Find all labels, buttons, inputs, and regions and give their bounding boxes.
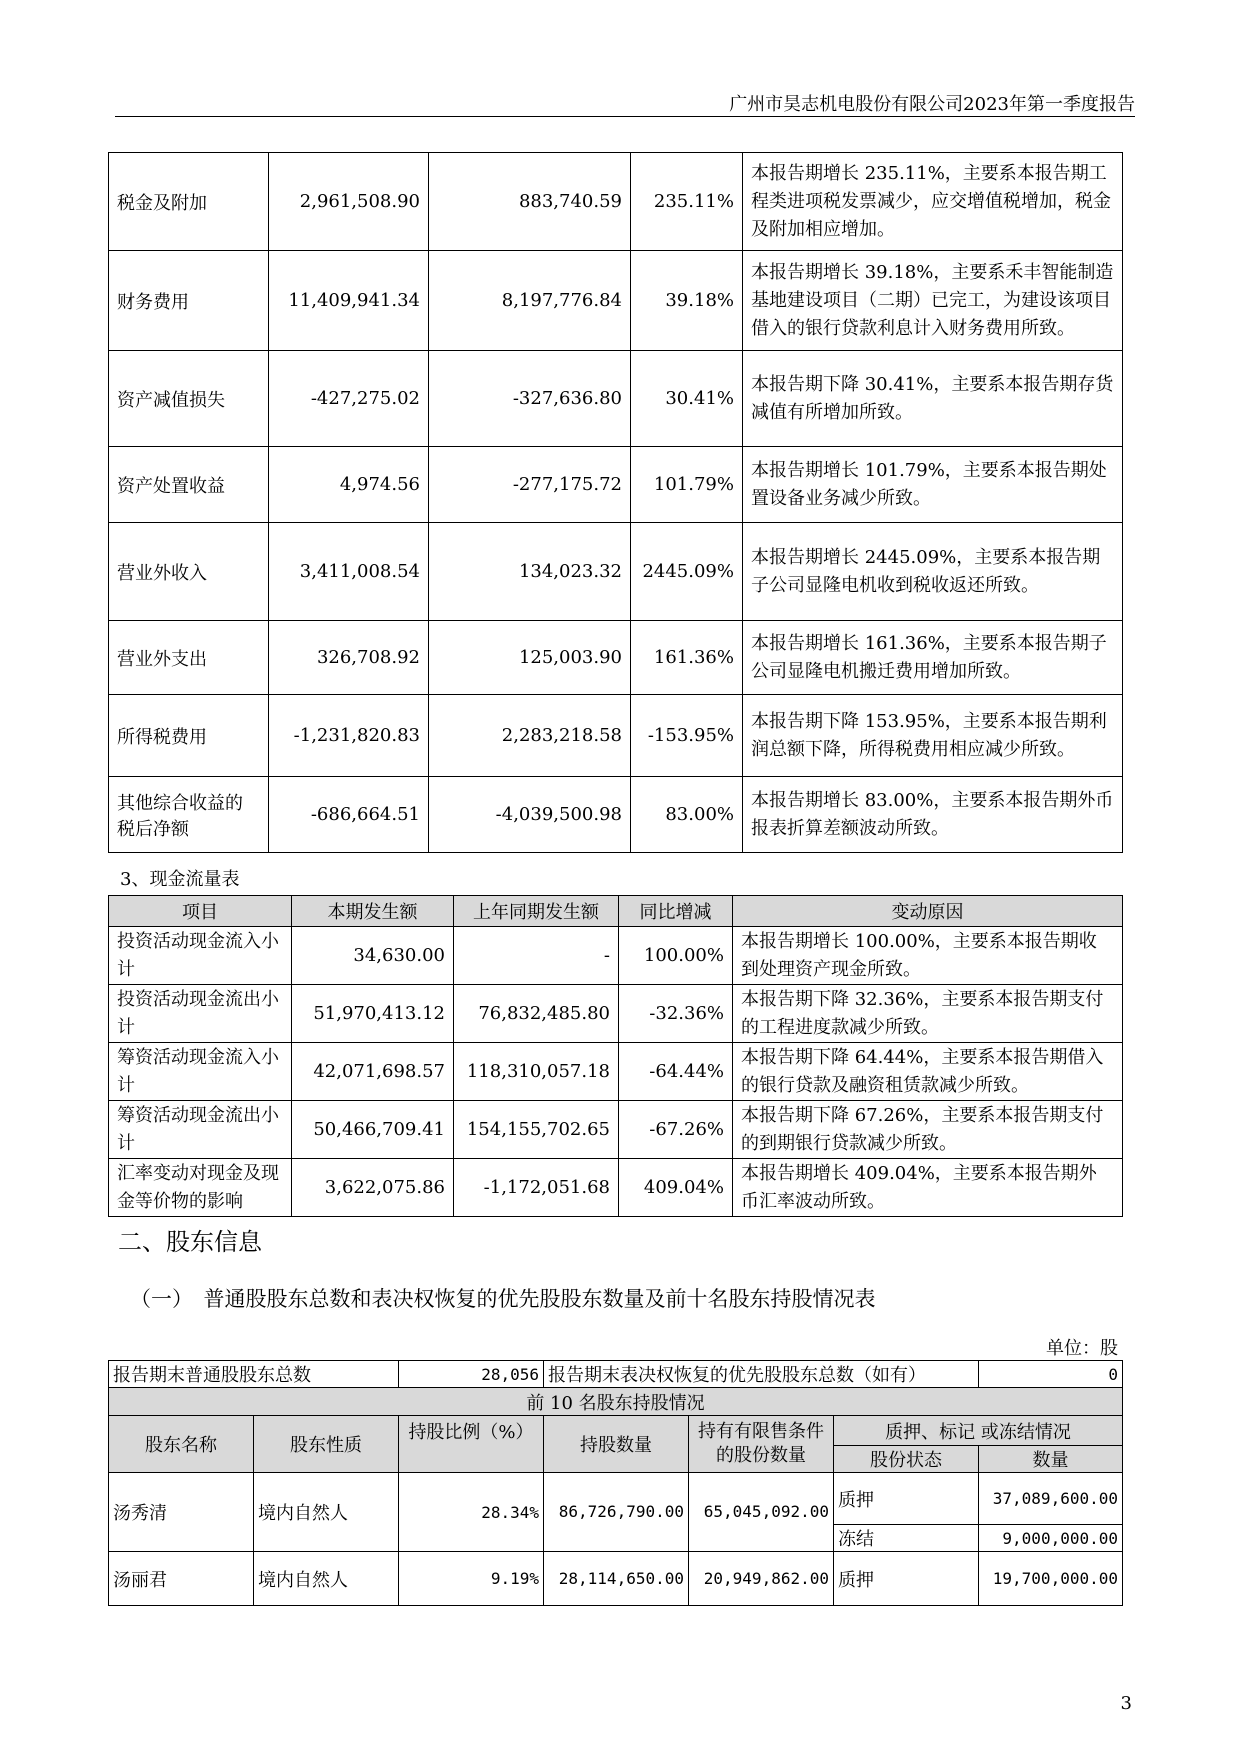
top10-title-row [109, 1388, 1123, 1416]
cashflow-change-percent: 100.00% [619, 927, 733, 985]
col-header-restricted: 持有有限售条件的股份数量 [689, 1416, 834, 1473]
cashflow-item-name: 筹资活动现金流入小计 [109, 1043, 292, 1101]
prior-amount: -277,175.72 [429, 447, 631, 523]
pref-holders-label: 报告期末表决权恢复的优先股股东总数（如有） [544, 1361, 979, 1388]
cashflow-prior-amount: 118,310,057.18 [454, 1043, 619, 1101]
cashflow-prior-amount: -1,172,051.68 [454, 1159, 619, 1217]
line-item-name: 营业外支出 [109, 621, 269, 695]
change-reason: 本报告期下降 30.41%，主要系本报告期存货减值有所增加所致。 [743, 351, 1123, 447]
line-item-name: 营业外收入 [109, 523, 269, 621]
col-header-nature: 股东性质 [254, 1416, 399, 1473]
line-item-name: 财务费用 [109, 251, 269, 351]
line-item-name: 资产减值损失 [109, 351, 269, 447]
holder-qty: 86,726,790.00 [544, 1473, 689, 1552]
cashflow-change-reason: 本报告期增长 409.04%，主要系本报告期外币汇率波动所致。 [733, 1159, 1123, 1217]
holder-row [109, 1552, 1123, 1606]
change-percent: 235.11% [631, 153, 743, 251]
col-header-current: 本期发生额 [292, 896, 454, 927]
holder-restricted: 65,045,092.00 [689, 1473, 834, 1552]
income-change-row [109, 447, 1123, 523]
change-reason: 本报告期增长 39.18%，主要系禾丰智能制造基地建设项目（二期）已完工，为建设该项目借入的银行贷款利息计入财务费用所致。 [743, 251, 1123, 351]
income-change-row [109, 251, 1123, 351]
change-reason: 本报告期下降 153.95%，主要系本报告期利润总额下降，所得税费用相应减少所致。 [743, 695, 1123, 777]
cashflow-change-percent: -64.44% [619, 1043, 733, 1101]
cashflow-item-name: 投资活动现金流出小计 [109, 985, 292, 1043]
cashflow-change-reason: 本报告期下降 32.36%，主要系本报告期支付的工程进度款减少所致。 [733, 985, 1123, 1043]
holder-ratio: 9.19% [399, 1552, 544, 1606]
line-item-name: 资产处置收益 [109, 447, 269, 523]
holder-status: 质押 [834, 1552, 979, 1606]
header-divider [115, 116, 1135, 117]
holder-pledge-amount: 19,700,000.00 [979, 1552, 1123, 1606]
holder-pledge-amount: 37,089,600.00 [979, 1473, 1123, 1525]
change-percent: 2445.09% [631, 523, 743, 621]
cashflow-change-reason: 本报告期增长 100.00%，主要系本报告期收到处理资产现金所致。 [733, 927, 1123, 985]
cashflow-item-name: 汇率变动对现金及现金等价物的影响 [109, 1159, 292, 1217]
change-percent: 101.79% [631, 447, 743, 523]
cashflow-row [109, 985, 1123, 1043]
cashflow-change-percent: 409.04% [619, 1159, 733, 1217]
current-amount: -686,664.51 [269, 777, 429, 853]
cashflow-prior-amount: 154,155,702.65 [454, 1101, 619, 1159]
prior-amount: 8,197,776.84 [429, 251, 631, 351]
change-reason: 本报告期增长 235.11%，主要系本报告期工程类进项税发票减少，应交增值税增加，税金及附加相应增加。 [743, 153, 1123, 251]
cashflow-current-amount: 34,630.00 [292, 927, 454, 985]
col-header-qty: 持股数量 [544, 1416, 689, 1473]
col-header-name: 股东名称 [109, 1416, 254, 1473]
prior-amount: -327,636.80 [429, 351, 631, 447]
change-reason: 本报告期增长 101.79%，主要系本报告期处置设备业务减少所致。 [743, 447, 1123, 523]
cashflow-item-name: 投资活动现金流入小计 [109, 927, 292, 985]
current-amount: 2,961,508.90 [269, 153, 429, 251]
prior-amount: 125,003.90 [429, 621, 631, 695]
change-reason: 本报告期增长 161.36%，主要系本报告期子公司显隆电机搬迁费用增加所致。 [743, 621, 1123, 695]
change-percent: 83.00% [631, 777, 743, 853]
change-percent: 39.18% [631, 251, 743, 351]
cashflow-current-amount: 42,071,698.57 [292, 1043, 454, 1101]
col-header-prior: 上年同期发生额 [454, 896, 619, 927]
line-item-name: 税金及附加 [109, 153, 269, 251]
prior-amount: 134,023.32 [429, 523, 631, 621]
prior-amount: 883,740.59 [429, 153, 631, 251]
current-amount: 3,411,008.54 [269, 523, 429, 621]
report-header-title: 广州市昊志机电股份有限公司2023年第一季度报告 [729, 94, 1135, 115]
holder-name: 汤秀清 [109, 1473, 254, 1552]
holder-status: 质押 [834, 1473, 979, 1525]
cashflow-current-amount: 51,970,413.12 [292, 985, 454, 1043]
cashflow-header-row [109, 896, 1123, 927]
change-percent: 161.36% [631, 621, 743, 695]
page-number: 3 [1120, 1693, 1132, 1714]
current-amount: -427,275.02 [269, 351, 429, 447]
shareholder-sub-heading: （一） 普通股股东总数和表决权恢复的优先股股东数量及前十名股东持股情况表 [130, 1287, 876, 1311]
col-header-amount: 数量 [979, 1446, 1123, 1473]
income-change-row [109, 695, 1123, 777]
col-header-item: 项目 [109, 896, 292, 927]
cashflow-row [109, 927, 1123, 985]
current-amount: 326,708.92 [269, 621, 429, 695]
line-item-name: 其他综合收益的税后净额 [109, 777, 269, 853]
cashflow-change-percent: -67.26% [619, 1101, 733, 1159]
cashflow-item-name: 筹资活动现金流出小计 [109, 1101, 292, 1159]
current-amount: 11,409,941.34 [269, 251, 429, 351]
change-reason: 本报告期增长 2445.09%，主要系本报告期子公司显隆电机收到税收返还所致。 [743, 523, 1123, 621]
income-change-row [109, 351, 1123, 447]
income-change-row [109, 523, 1123, 621]
prior-amount: 2,283,218.58 [429, 695, 631, 777]
cashflow-change-reason: 本报告期下降 64.44%，主要系本报告期借入的银行贷款及融资租赁款减少所致。 [733, 1043, 1123, 1101]
line-item-name: 所得税费用 [109, 695, 269, 777]
shareholder-section-heading: 二、股东信息 [118, 1228, 262, 1256]
cashflow-prior-amount: 76,832,485.80 [454, 985, 619, 1043]
income-change-row [109, 621, 1123, 695]
holder-nature: 境内自然人 [254, 1552, 399, 1606]
cashflow-change-reason: 本报告期下降 67.26%，主要系本报告期支付的到期银行贷款减少所致。 [733, 1101, 1123, 1159]
col-header-pledge-group: 质押、标记 或冻结情况 [834, 1416, 1123, 1446]
change-percent: 30.41% [631, 351, 743, 447]
cashflow-change-percent: -32.36% [619, 985, 733, 1043]
holder-ratio: 28.34% [399, 1473, 544, 1552]
holder-header-row-1 [109, 1416, 1123, 1446]
holder-qty: 28,114,650.00 [544, 1552, 689, 1606]
cashflow-current-amount: 50,466,709.41 [292, 1101, 454, 1159]
pref-holders-value: 0 [979, 1361, 1123, 1388]
change-percent: -153.95% [631, 695, 743, 777]
holder-freeze-amount: 9,000,000.00 [979, 1525, 1123, 1552]
holder-status-freeze: 冻结 [834, 1525, 979, 1552]
income-change-row [109, 153, 1123, 251]
cashflow-table [108, 895, 1123, 1217]
cashflow-current-amount: 3,622,075.86 [292, 1159, 454, 1217]
income-change-row [109, 777, 1123, 853]
current-amount: 4,974.56 [269, 447, 429, 523]
col-header-status: 股份状态 [834, 1446, 979, 1473]
col-header-reason: 变动原因 [733, 896, 1123, 927]
current-amount: -1,231,820.83 [269, 695, 429, 777]
holder-nature: 境内自然人 [254, 1473, 399, 1552]
col-header-ratio: 持股比例（%） [399, 1416, 544, 1473]
prior-amount: -4,039,500.98 [429, 777, 631, 853]
holder-row [109, 1473, 1123, 1525]
cashflow-row [109, 1043, 1123, 1101]
holder-restricted: 20,949,862.00 [689, 1552, 834, 1606]
income-change-table [108, 152, 1123, 853]
total-holders-label: 报告期末普通股股东总数 [109, 1361, 399, 1388]
cashflow-row [109, 1159, 1123, 1217]
col-header-change: 同比增减 [619, 896, 733, 927]
change-reason: 本报告期增长 83.00%，主要系本报告期外币报表折算差额波动所致。 [743, 777, 1123, 853]
totals-row [109, 1361, 1123, 1388]
shareholder-table [108, 1360, 1123, 1606]
unit-label: 单位：股 [1046, 1338, 1118, 1359]
holder-name: 汤丽君 [109, 1552, 254, 1606]
cashflow-row [109, 1101, 1123, 1159]
top10-title: 前 10 名股东持股情况 [109, 1388, 1123, 1416]
cashflow-section-label: 3、现金流量表 [120, 869, 240, 890]
total-holders-value: 28,056 [399, 1361, 544, 1388]
cashflow-prior-amount: - [454, 927, 619, 985]
